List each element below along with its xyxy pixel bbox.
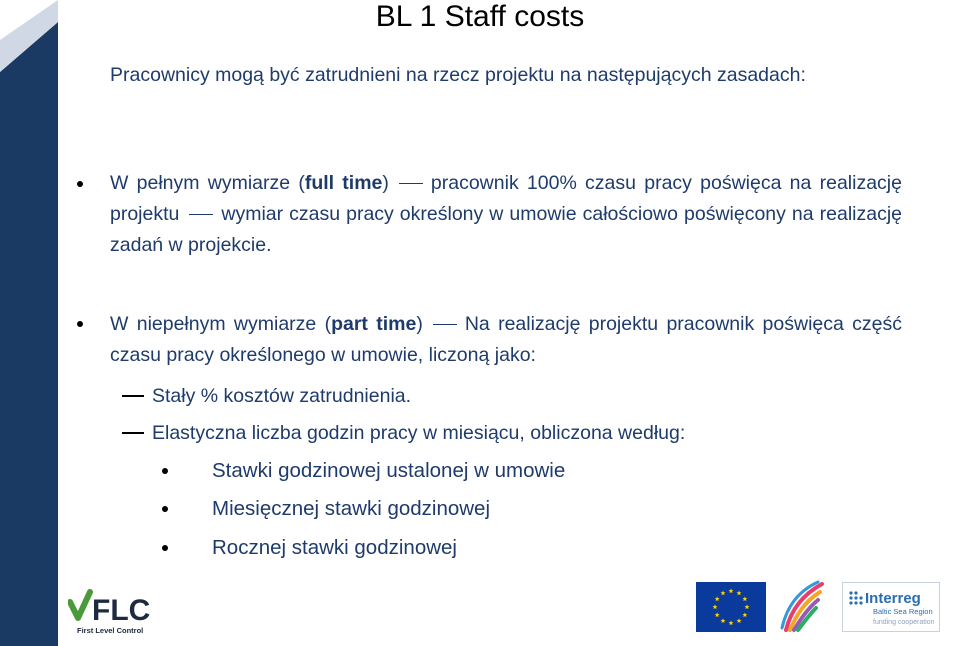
- dash: [433, 324, 457, 325]
- bullet-part-time: [110, 309, 902, 371]
- flc-logo-subtitle: First Level Control: [77, 626, 144, 635]
- bullet-full-time: [110, 168, 902, 261]
- bullet-dot: [162, 468, 168, 474]
- sub-item-text: Elastyczna liczba godzin pracy w miesiącu, obliczona według:: [152, 422, 686, 444]
- part-time-mid: ): [416, 313, 423, 335]
- intro-paragraph: Pracownicy mogą być zatrudnieni na rzecz projektu na następujących zasadach:: [110, 64, 806, 86]
- bullet-dot: [162, 506, 168, 512]
- sub-sub-item: [212, 493, 490, 524]
- sub-sub-item-text: Miesięcznej stawki godzinowej: [212, 497, 491, 520]
- eu-flag-logo: [696, 582, 766, 632]
- part-time-rest: Na realizację projektu pracownik poświęca część czasu pracy określonego w umowie, liczoną jako:: [110, 313, 902, 366]
- sub-item: [152, 381, 411, 412]
- bullet-dot: [77, 181, 83, 187]
- interreg-logo-sub1: Baltic Sea Region: [873, 607, 933, 616]
- part-time-prefix: W niepełnym wymiarze (: [110, 313, 332, 335]
- full-time-bold: full time: [304, 172, 383, 194]
- sub-sub-item-text: Stawki godzinowej ustalonej w umowie: [212, 459, 566, 482]
- full-time-rest-2: wymiar czasu pracy określony w umowie całościowo poświęcony na realizację zadań w projekcie.: [110, 203, 902, 256]
- interreg-logo-text: Interreg: [865, 590, 921, 607]
- dash: [399, 183, 423, 184]
- slide-title: BL 1 Staff costs: [375, 0, 585, 33]
- dash-marker: [122, 432, 144, 434]
- bullet-dot: [77, 321, 83, 327]
- full-time-prefix: W pełnym wymiarze (: [110, 172, 305, 194]
- check-icon: [70, 592, 90, 618]
- sub-sub-item: [212, 532, 457, 563]
- left-decorative-band: [0, 0, 58, 646]
- sub-item-text: Stały % kosztów zatrudnienia.: [152, 385, 412, 407]
- part-time-bold: part time: [331, 313, 417, 335]
- swirl-logo: [778, 580, 828, 634]
- dash: [189, 214, 213, 215]
- full-time-rest-1: pracownik 100% czasu pracy poświęca na realizację projektu: [110, 172, 902, 225]
- dash-marker: [122, 395, 144, 397]
- flc-logo-text: FLC: [92, 594, 151, 627]
- full-time-mid: ): [382, 172, 389, 194]
- interreg-logo: [842, 582, 940, 632]
- sub-sub-item: [212, 455, 565, 486]
- sub-item: [152, 418, 685, 449]
- bullet-dot: [162, 545, 168, 551]
- flc-logo: [68, 588, 164, 636]
- sub-sub-item-text: Rocznej stawki godzinowej: [212, 536, 457, 559]
- interreg-logo-sub2: funding cooperation: [873, 619, 935, 626]
